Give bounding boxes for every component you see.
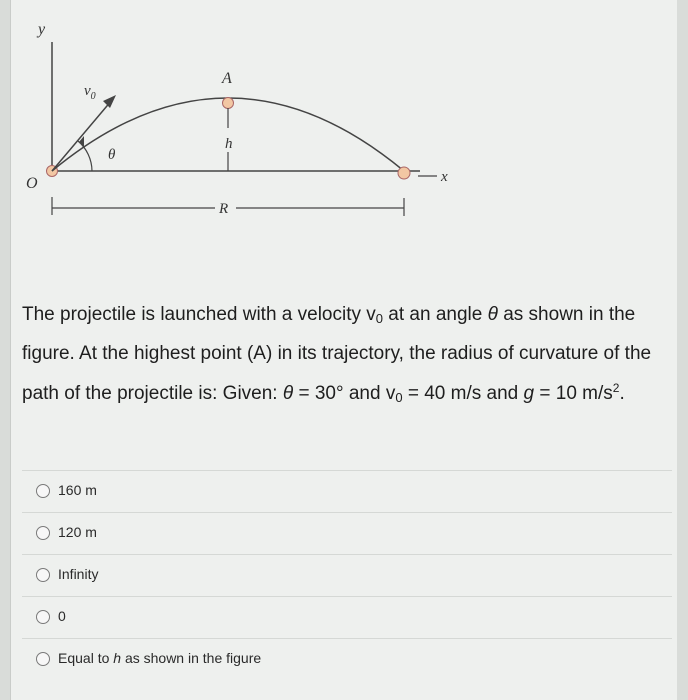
apex-point [223, 98, 234, 109]
origin-label: O [26, 175, 38, 192]
velocity-arrowhead [103, 95, 116, 108]
range-label: R [219, 201, 229, 217]
height-label: h [225, 136, 233, 152]
radio-button[interactable] [36, 568, 50, 582]
option-label: 120 m [58, 524, 97, 540]
option-120m[interactable] [22, 512, 672, 555]
angle-label: θ [108, 147, 116, 163]
question-text: The projectile is launched with a velocity $v_0$ at an angle θ as shown in the figure. At the highest point (A) in its trajectory, the radius of curvature of the path of the projectile is: Given: θ = 30° and $v_0 = 40$ m/s and g = 10 $m/s^2$. [22, 304, 652, 405]
radio-button[interactable] [36, 652, 50, 666]
option-equal-to-h[interactable] [22, 638, 672, 681]
apex-label: A [222, 70, 232, 87]
radio-button[interactable] [36, 610, 50, 624]
option-label: Infinity [58, 566, 99, 582]
y-axis-label: y [38, 21, 46, 38]
option-160m[interactable] [22, 470, 672, 513]
radio-button[interactable] [36, 484, 50, 498]
projectile-figure [0, 0, 688, 240]
landing-point [398, 167, 410, 179]
option-zero[interactable] [22, 596, 672, 639]
radio-button[interactable] [36, 526, 50, 540]
option-label: Equal to h as shown in the figure [58, 650, 262, 666]
option-infinity[interactable] [22, 554, 672, 597]
option-label: 0 [58, 608, 66, 624]
x-axis-label: x [441, 169, 448, 185]
velocity-label: $v_0$ [84, 83, 96, 102]
option-label: 160 m [58, 482, 97, 498]
